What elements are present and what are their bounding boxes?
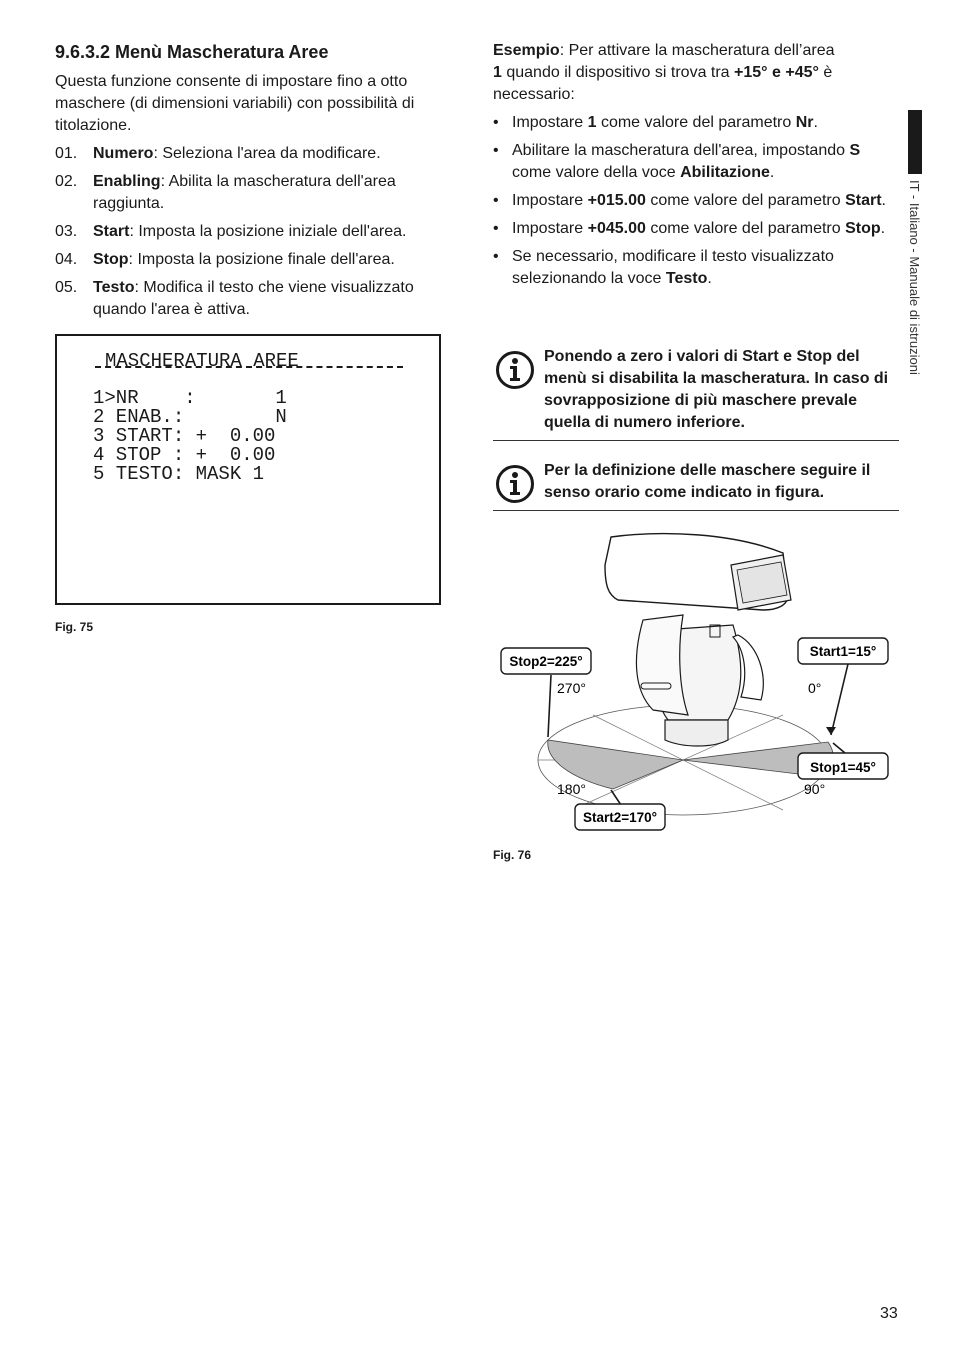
list-item: • Se necessario, modificare il testo visualizzato selezionando la voce Testo. xyxy=(493,246,903,290)
info-note xyxy=(493,460,899,511)
menu-items-list xyxy=(55,143,445,321)
angle-270: 270° xyxy=(557,680,586,696)
list-item: 01. Numero: Seleziona l'area da modificare. xyxy=(55,145,381,162)
example-steps xyxy=(493,112,903,290)
info-icon xyxy=(495,464,535,504)
stop1-label: Stop1=45° xyxy=(810,760,876,775)
note-text: Per la definizione delle maschere seguire il senso orario come indicato in figura. xyxy=(544,462,871,501)
start2-callout xyxy=(575,790,665,830)
osd-divider xyxy=(95,366,403,368)
list-item: 03. Start: Imposta la posizione iniziale dell'area. xyxy=(55,223,407,240)
list-item: 05. Testo: Modifica il testo che viene visualizzato quando l'area è attiva. xyxy=(55,279,414,318)
angle-180: 180° xyxy=(557,781,586,797)
info-note xyxy=(493,346,899,441)
osd-row: 1>NR : 1 xyxy=(93,387,287,409)
osd-title: MASCHERATURA AREE xyxy=(105,350,299,372)
list-item: • Impostare 1 come valore del parametro Nr. xyxy=(493,112,903,134)
info-icon xyxy=(495,350,535,390)
osd-row: 5 TESTO: MASK 1 xyxy=(93,463,265,485)
left-column xyxy=(55,40,445,327)
fig76-caption: Fig. 76 xyxy=(493,848,532,862)
intro-paragraph: Questa funzione consente di impostare fino a otto maschere (di dimensioni variabili) con possibilità di titolazione. xyxy=(55,73,415,134)
osd-menu-screen xyxy=(55,334,441,605)
fig75-caption: Fig. 75 xyxy=(55,620,94,634)
side-tab-label: IT - Italiano - Manuale di istruzioni xyxy=(907,180,922,375)
language-tab-marker xyxy=(908,110,922,174)
list-item: 02. Enabling: Abilita la mascheratura dell'area raggiunta. xyxy=(55,173,396,212)
angle-0: 0° xyxy=(808,680,822,696)
osd-row: 2 ENAB.: N xyxy=(93,406,287,428)
list-item: • Abilitare la mascheratura dell'area, impostando S come valore della voce Abilitazione. xyxy=(493,140,903,184)
stop2-label: Stop2=225° xyxy=(509,654,583,669)
example-paragraph: Esempio: Per attivare la mascheratura dell’area 1 quando il dispositivo si trova tra +15° e +45° è necessario: xyxy=(493,42,835,103)
page-number: 33 xyxy=(880,1305,898,1322)
start2-label: Start2=170° xyxy=(582,810,658,825)
list-item: • Impostare +015.00 come valore del parametro Start. xyxy=(493,190,903,212)
start1-label: Start1=15° xyxy=(809,644,877,659)
masking-diagram xyxy=(493,525,903,845)
list-item: 04. Stop: Imposta la posizione finale dell'area. xyxy=(55,251,395,268)
section-heading: 9.6.3.2 Menù Mascheratura Aree xyxy=(55,42,329,62)
angle-90: 90° xyxy=(804,781,826,797)
osd-row: 3 START: + 0.00 xyxy=(93,425,276,447)
osd-rows xyxy=(93,389,287,484)
right-column xyxy=(493,40,903,296)
osd-row: 4 STOP : + 0.00 xyxy=(93,444,276,466)
list-item: • Impostare +045.00 come valore del parametro Stop. xyxy=(493,218,903,240)
note-text: Ponendo a zero i valori di Start e Stop del menù si disabilita la mascheratura. In caso di sovrapposizione di più maschere prevale quella di numero inferiore. xyxy=(544,348,889,431)
